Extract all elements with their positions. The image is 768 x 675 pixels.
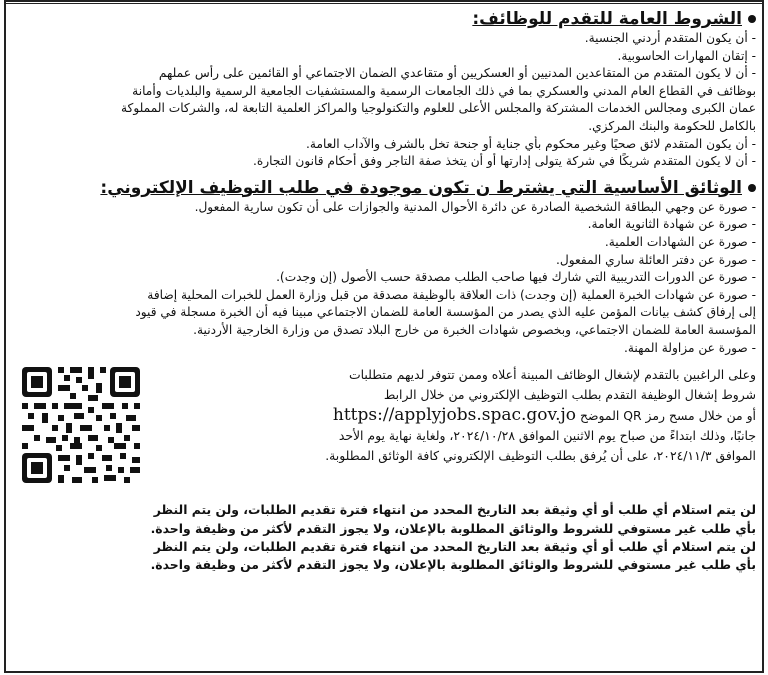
apply-line: وعلى الراغبين بالتقدم لإشغال الوظائف المبينة أعلاه وممن تتوفر لديهم متطلبات [348,367,756,383]
section2-heading-text: الوثائق الأساسية التي يشترط ن تكون موجودة في طلب التوظيف الإلكتروني: [100,177,742,198]
qr-code-icon[interactable] [14,363,144,489]
list-item: - صورة عن شهادة الثانوية العامة. [587,217,756,232]
apply-line: جانبًا، وذلك ابتداءً من صباح يوم الاثنين الموافق ٢٠٢٤/١٠/٢٨، ولغاية نهاية يوم الأحد [338,428,756,444]
apply-line: شروط إشغال الوظيفة التقدم بطلب التوظيف الإلكتروني من خلال الرابط [383,387,756,403]
notice-line: بأي طلب غير مستوفي للشروط والوثائق المطلوبة بالإعلان، ولا يجوز التقدم لأكثر من وظيفة واحدة. [150,520,756,536]
apply-url-prefix: أو من خلال مسح رمز QR الموضح [579,408,756,424]
list-item: - صورة عن دفتر العائلة ساري المفعول. [556,252,756,267]
apply-line [156,405,756,426]
notice-line: لن يتم استلام أي طلب أو أي وثيقة بعد التاريخ المحدد من انتهاء فترة تقديم الطلبات، ولن يتم النظر [153,502,756,518]
notice-line: لن يتم استلام أي طلب أو أي وثيقة بعد التاريخ المحدد من انتهاء فترة تقديم الطلبات، ولن يتم النظر [153,538,756,554]
section1-heading [14,8,756,30]
list-item: - أن يكون المتقدم أردني الجنسية. [584,31,756,45]
notice-line: بأي طلب غير مستوفي للشروط والوثائق المطلوبة بالإعلان، ولا يجوز التقدم لأكثر من وظيفة واحدة. [150,557,756,573]
list-item: - صورة عن وجهي البطاقة الشخصية الصادرة عن دائرة الأحوال المدنية والجوازات على أن تكون سارية المفعول. [194,199,756,214]
apply-url-link[interactable]: https://applyjobs.spac.gov.jo [332,405,577,426]
section2-list [14,199,756,357]
bullet-icon [748,15,756,23]
list-item: - صورة عن شهادات الخبرة العملية (إن وجدت) ذات العلاقة بالوظيفة مصدقة من قبل وزارة العمل للخبرات المحلية إضافة [147,287,756,302]
list-item: - أن يكون المتقدم لائق صحيًا وغير محكوم بأي جناية أو جنحة تخل بالشرف والآداب العامة. [306,136,756,151]
section1-heading-text: الشروط العامة للتقدم للوظائف: [472,9,742,29]
bullet-icon [748,184,756,192]
list-item: - إتقان المهارات الحاسوبية. [617,48,756,63]
list-item: إلى إرفاق كشف بيانات المؤمن عليه الذي يصدر من المؤسسة العامة للضمان الاجتماعي مبينا فيه أن الخبرة مسجلة في قيود [135,305,756,320]
list-item: بوظائف في القطاع العام المدني والعسكري بما في ذلك الجامعات الرسمية والمستشفيات الجامعية الرسمية والبلديات وأمانة [132,83,756,98]
apply-line: الموافق ٢٠٢٤/١١/٣، على أن يُرفق بطلب التوظيف الإلكتروني كافة الوثائق المطلوبة. [325,448,756,464]
list-item: - صورة عن الشهادات العلمية. [604,234,756,249]
section1-list [14,30,756,171]
list-item: - أن لا يكون المتقدم شريكًا في شركة يتولى إدارتها أو أن يتخذ صفة التاجر وفق أحكام قانون التجارة. [253,154,756,169]
list-item: بالكامل للحكومة والبنك المركزي. [588,118,756,133]
list-item: - أن لا يكون المتقدم من المتقاعدين المدنيين أو العسكريين أو متقاعدي الضمان الاجتماعي أو القائمين على رأس عملهم [158,66,756,81]
content [14,8,756,575]
list-item: المؤسسة العامة للضمان الاجتماعي، وبخصوص شهادات الخبرة من خارج البلاد تصدق من وزارة الخارجية الأردنية. [193,322,756,337]
apply-text [156,365,756,466]
apply-section [14,363,756,491]
list-item: عمان الكبرى ومجالس الخدمات المشتركة والمجلس الأعلى للعلوم والتكنولوجيا والمراكز العلمية التابعة له، والشركات المملوكة [121,101,756,116]
list-item: - صورة عن الدورات التدريبية التي شارك فيها صاحب الطلب مصدقة حسب الأصول (إن وجدت). [276,270,756,285]
section2-heading [14,177,756,199]
list-item: - صورة عن مزاولة المهنة. [624,340,756,355]
notice-block [14,501,756,575]
